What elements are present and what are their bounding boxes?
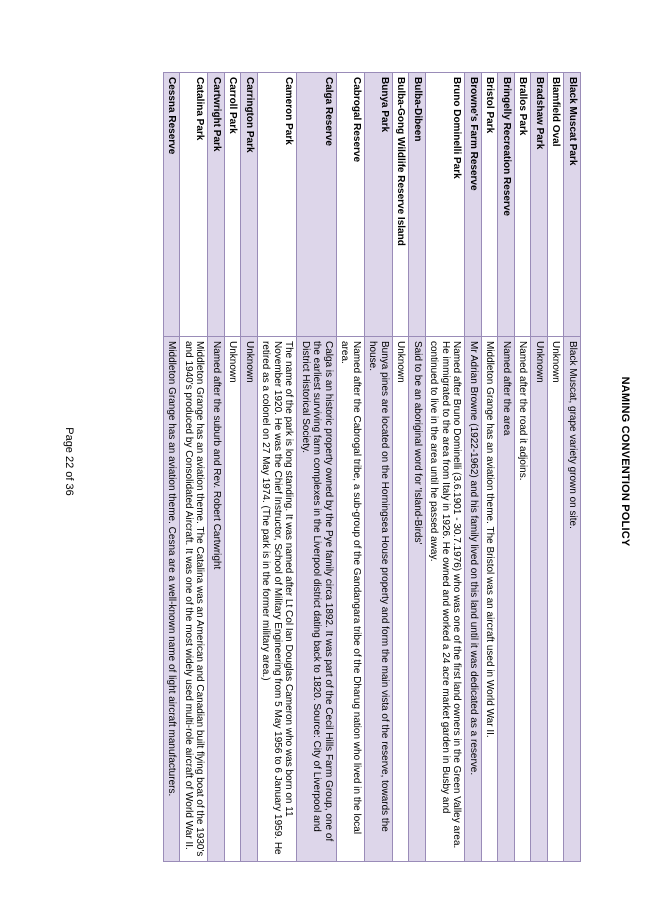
naming-origin-cell: Unknown xyxy=(393,337,410,862)
park-name-cell: Bunya Park xyxy=(365,73,393,337)
table-row xyxy=(515,73,532,862)
park-name-cell: Bradshaw Park xyxy=(531,73,548,337)
table-row xyxy=(409,73,426,862)
table-row xyxy=(208,73,225,862)
table-row xyxy=(564,73,581,862)
naming-table-body xyxy=(164,73,581,862)
table-row xyxy=(426,73,466,862)
table-row xyxy=(465,73,482,862)
table-row xyxy=(393,73,410,862)
naming-origin-cell: Middleton Grange has an aviation theme. Cesna are a well-known name of light aircraft manufacturers. xyxy=(164,337,181,862)
park-name-cell: Calga Reserve xyxy=(297,73,337,337)
park-name-cell: Catalina Park xyxy=(180,73,208,337)
naming-origin-cell: Bunya pines are located on the Horningsea House property and form the main vista of the reserve, towards the house. xyxy=(365,337,393,862)
table-row xyxy=(531,73,548,862)
naming-origin-cell: Unknown xyxy=(531,337,548,862)
park-name-cell: Cessna Reserve xyxy=(164,73,181,337)
naming-origin-cell: Unknown xyxy=(225,337,242,862)
naming-origin-cell: Named after the Cabrogal tribe, a sub-group of the Gandangara tribe of the Dharug nation who lived in the local area. xyxy=(337,337,365,862)
page-number: Page 22 of 36 xyxy=(63,427,75,496)
park-name-cell: Browne's Farm Reserve xyxy=(465,73,482,337)
park-name-cell: Bringelly Recreation Reserve xyxy=(498,73,515,337)
park-name-cell: Bulba-Dibeen xyxy=(409,73,426,337)
table-row xyxy=(482,73,499,862)
park-name-cell: Brallos Park xyxy=(515,73,532,337)
naming-origin-cell: Unknown xyxy=(241,337,258,862)
table-row xyxy=(180,73,208,862)
park-name-cell: Cabrogal Reserve xyxy=(337,73,365,337)
naming-origin-cell: Middleton Grange has an aviation theme. The Bristol was an aircraft used in World War II. xyxy=(482,337,499,862)
table-row xyxy=(225,73,242,862)
naming-origin-cell: Mr Adrian Browne (1922-1962) and his family lived on this land until it was dedicated as a reserve. xyxy=(465,337,482,862)
naming-origin-cell: Named after the area xyxy=(498,337,515,862)
park-name-cell: Blamfield Oval xyxy=(548,73,565,337)
park-name-cell: Carroll Park xyxy=(225,73,242,337)
park-name-cell: Cartwright Park xyxy=(208,73,225,337)
table-row xyxy=(365,73,393,862)
park-name-cell: Carrington Park xyxy=(241,73,258,337)
naming-origin-cell: Unknown xyxy=(548,337,565,862)
park-name-cell: Black Muscat Park xyxy=(564,73,581,337)
table-row xyxy=(337,73,365,862)
table-row xyxy=(258,73,298,862)
page-title: NAMING CONVENTION POLICY xyxy=(619,376,631,547)
naming-origin-cell: Named after the suburb and Rev. Robert Cartwright xyxy=(208,337,225,862)
park-name-cell: Bulba-Gong Wildlife Reserve Island xyxy=(393,73,410,337)
naming-origin-cell: Named after the road it adjoins. xyxy=(515,337,532,862)
park-name-cell: Bruno Dominelli Park xyxy=(426,73,466,337)
naming-origin-cell: Named after Bruno Dominelli (3.6.1901 - 30.7.1976) who was one of the first land owners in the Green Valley area. He immigrated to the area from Italy in 1926. He owned and worked a 24 acre market garden in Busby and continued to live in the area until he passed away. xyxy=(426,337,466,862)
naming-origin-cell: Said to be an aboriginal word for 'Island-Birds' xyxy=(409,337,426,862)
naming-origin-cell: The name of the park is long standing. It was named after Lt Col Ian Douglas Cameron who was born on 11 November 1920. He was the Chief Instructor, School of Military Engineering from 5 May 1956 to 6 January 1959. He retired as a colonel on 27 May 1974. (The park is in the former military area.) xyxy=(258,337,298,862)
table-row xyxy=(297,73,337,862)
park-name-cell: Cameron Park xyxy=(258,73,298,337)
naming-origin-cell: Middleton Grange has an aviation theme. The Catalina was an American and Canadian built flying boat of the 1930's and 1940's produced by Consolidated Aircraft. It was one of the most widely used multi-role aircraft of World War II. xyxy=(180,337,208,862)
table-row xyxy=(498,73,515,862)
naming-origin-cell: Black Muscat, grape variety grown on site. xyxy=(564,337,581,862)
table-row xyxy=(164,73,181,862)
naming-origin-cell: Calga is an historic property owned by the Pye family circa 1892. It was part of the Cecil Hills Farm Group, one of the earliest surviving farm complexes in the Liverpool district dating back to 1820. Source: City of Liverpool and District Historical Society. xyxy=(297,337,337,862)
park-name-cell: Bristol Park xyxy=(482,73,499,337)
table-row xyxy=(241,73,258,862)
table-row xyxy=(548,73,565,862)
naming-table xyxy=(163,72,581,862)
